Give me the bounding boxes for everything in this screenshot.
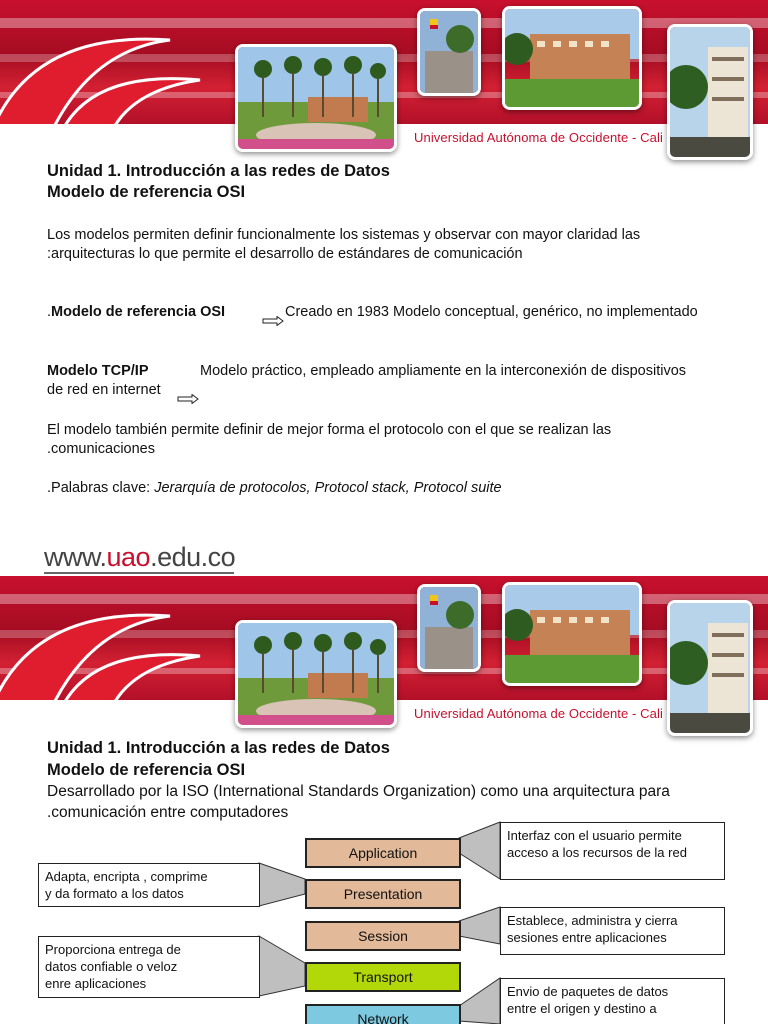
osi-layer-presentation: Presentation <box>305 879 461 909</box>
iso-description-line1: Desarrollado por la ISO (International Standards Organization) como una arquitectura para <box>47 783 670 800</box>
university-caption: Universidad Autónoma de Occidente - Cali <box>414 130 663 145</box>
swoosh-logo-graphic <box>0 10 230 124</box>
protocol-line1: El modelo también permite definir de mejor forma el protocolo con el que se realizan las <box>47 422 612 438</box>
campus-tower-photo <box>667 24 753 160</box>
session-description-line2: sesiones entre aplicaciones <box>507 930 667 945</box>
protocol-line2: .comunicaciones <box>47 441 155 457</box>
session-description-line1: Establece, administra y cierra <box>507 913 678 928</box>
keywords-list: Jerarquía de protocolos, Protocol stack, Protocol suite <box>154 480 502 496</box>
keywords-line <box>47 479 502 498</box>
osi-layer-session: Session <box>305 921 461 951</box>
osi-model-label: Modelo de referencia OSI <box>51 304 226 320</box>
network-description <box>500 978 725 1024</box>
intro-line1: Los modelos permiten definir funcionalmente los sistemas y observar con mayor claridad las <box>47 227 641 243</box>
slide1-title-line2: Modelo de referencia OSI <box>47 183 246 201</box>
osi-layer-network: Network <box>305 1004 461 1024</box>
tcp-model-label: Modelo TCP/IP <box>47 363 149 379</box>
footer-url-suffix: .edu.co <box>150 542 236 572</box>
tcp-model-description-line2: de red en internet <box>47 382 161 398</box>
presentation-description-line2: y da formato a los datos <box>45 886 184 901</box>
network-description-line2: entre el origen y destino a <box>507 1001 657 1016</box>
transport-description-line1: Proporciona entrega de <box>45 942 181 957</box>
session-description <box>500 907 725 955</box>
transport-description <box>38 936 260 998</box>
slide2-title-line1: Unidad 1. Introducción a las redes de Datos <box>47 739 390 757</box>
iso-description-line2: .comunicación entre computadores <box>47 804 289 821</box>
osi-model-line <box>47 303 225 322</box>
network-description-line1: Envio de paquetes de datos <box>507 984 669 999</box>
transport-description-line3: enre aplicaciones <box>45 976 147 991</box>
application-description-line2: acceso a los recursos de la red <box>507 845 687 860</box>
transport-description-line2: datos confiable o veloz <box>45 959 178 974</box>
presentation-description <box>38 863 260 907</box>
application-description-line1: Interfaz con el usuario permite <box>507 828 682 843</box>
osi-layer-application: Application <box>305 838 461 868</box>
campus-building-photo <box>502 6 642 110</box>
footer-underline <box>44 572 234 574</box>
footer-url[interactable] <box>44 542 235 573</box>
footer-url-prefix: www. <box>44 542 107 572</box>
presentation-description-line1: Adapta, encripta , comprime <box>45 869 208 884</box>
campus-palm-photo <box>235 44 397 152</box>
intro-line2: :arquitecturas lo que permite el desarrollo de estándares de comunicación <box>47 246 523 262</box>
footer-url-accent: uao <box>106 542 151 572</box>
right-arrow-icon <box>177 394 199 404</box>
slide2-title-line2: Modelo de referencia OSI <box>47 761 246 779</box>
right-arrow-icon <box>262 316 284 326</box>
keywords-label: .Palabras clave: <box>47 480 155 496</box>
slide-2 <box>0 576 768 1024</box>
university-caption: Universidad Autónoma de Occidente - Cali <box>414 706 663 721</box>
osi-prefix: . <box>47 304 52 320</box>
monument-photo <box>417 8 481 96</box>
osi-layer-transport: Transport <box>305 962 461 992</box>
tcp-model-description-line1: Modelo práctico, empleado ampliamente en la interconexión de dispositivos <box>200 363 687 379</box>
slide1-title-line1: Unidad 1. Introducción a las redes de Datos <box>47 162 390 180</box>
osi-model-description: Creado en 1983 Modelo conceptual, genérico, no implementado <box>285 304 698 320</box>
application-description <box>500 822 725 880</box>
